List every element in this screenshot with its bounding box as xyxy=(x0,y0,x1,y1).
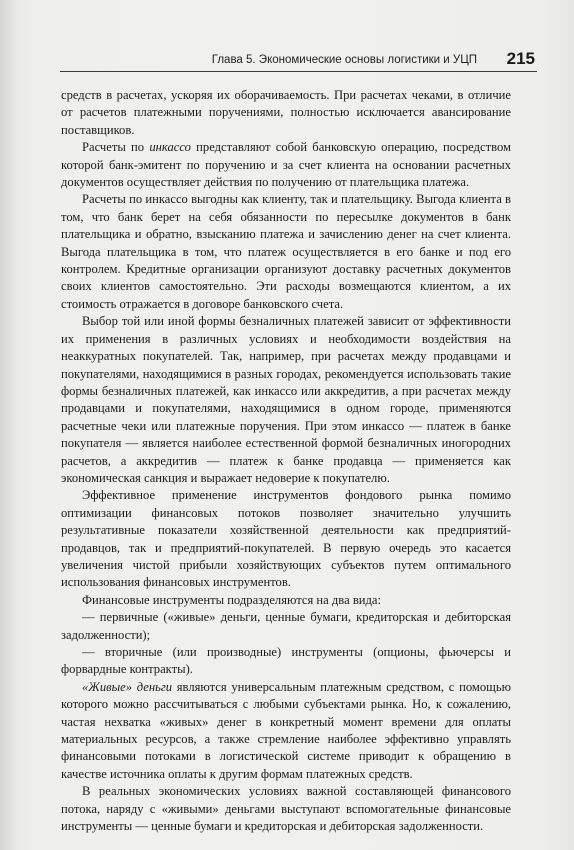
paragraph-8 xyxy=(61,783,511,835)
paragraph-1 xyxy=(61,87,511,139)
paragraph-text: — первичные («живые» деньги, ценные бумаги, кредиторская и дебиторская задолженности); xyxy=(61,610,511,642)
chapter-title: Глава 5. Экономические основы логистики и УЦП xyxy=(211,54,477,66)
paragraph-text: Эффективное применение инструментов фондового рынка помимо оптимизации финансовых потоков позволяет значительно улучшить результативные показатели хозяйственной деятельности как предприятий-продавцов, так и предприятий-покупателей. В первую очередь это касается увеличения чистой прибыли хозяйствующих субъектов путем оптимального использования финансовых инструментов. xyxy=(61,488,511,590)
list-item-primary xyxy=(61,609,511,644)
paragraph-text: являются универсальным платежным средством, с помощью которого можно рассчитываться с любыми субъектами рынка. Но, к сожалению, частая нехватка «живых» денег в конкретный момент времени для оплаты материальных ресурсов, а также стремление наиболее эффективно управлять финансовыми потоками в логистической системе приводит к обращению в качестве источника оплаты к другим формам платежных средств. xyxy=(61,679,511,781)
paragraph-text: В реальных экономических условиях важной составляющей финансового потока, наряду с «живыми» деньгами выступают вспомогательные финансовые инструменты — ценные бумаги и кредиторская и дебиторская задолженности. xyxy=(61,784,511,834)
paragraph-5 xyxy=(61,487,511,591)
body-text xyxy=(61,87,511,835)
paragraph-6 xyxy=(61,592,511,609)
paragraph-7 xyxy=(61,679,511,783)
list-item-derivative xyxy=(61,644,511,679)
paragraph-2 xyxy=(61,139,511,191)
paragraph-text: Финансовые инструменты подразделяются на два вида: xyxy=(82,592,381,607)
paragraph-lead: Расчеты по xyxy=(82,140,150,155)
page-number: 215 xyxy=(506,49,535,68)
running-header xyxy=(60,47,537,72)
page-fold-shadow xyxy=(0,0,18,850)
paragraph-text: — вторичные (или производные) инструменты (опционы, фьючерсы и форвардные контракты). xyxy=(61,645,511,677)
paragraph-text: представляют собой банковскую операцию, посредством которой банк-эмитент по поручению и за счет клиента на основании расчетных документов осуществляет действия по получению от плательщика платежа. xyxy=(61,140,511,190)
paragraph-4 xyxy=(61,313,511,487)
paragraph-text: Выбор той или иной формы безналичных платежей зависит от эффективности их применения в различных условиях и необходимости воздействия на неаккуратных покупателей. Так, например, при расчетах между продавцами и покупателями, находящимися в разных городах, рекомендуется использовать такие формы безналичных платежей, как инкассо или аккредитив, а при расчетах между продавцами и покупателями, находящимися в одном городе, применяются расчетные чеки или платежные поручения. При этом инкассо — платеж в банке покупателя — является наиболее естественной формой безналичных иногородних расчетов, а аккредитив — платеж к банке продавца — применяется как экономическая санкция и выражает недоверие к покупателю. xyxy=(61,314,511,485)
paragraph-3 xyxy=(61,191,511,313)
term-emphasis: «Живые» деньги xyxy=(82,679,173,694)
paragraph-text: средств в расчетах, ускоряя их оборачиваемость. При расчетах чеками, в отличие от расчетов платежными поручениями, полностью исключается авансирование поставщиков. xyxy=(61,88,511,137)
paragraph-text: Расчеты по инкассо выгодны как клиенту, так и плательщику. Выгода клиента в том, что банк берет на себя обязанности по пересылке документов в банк плательщика и обратно, взысканию платежа и зачислению денег на счет клиента. Выгода плательщика в том, что платеж осуществляется в его банке и под его контролем. Кредитные организации организуют доставку расчетных документов своих клиентов самостоятельно. Эти расходы возмещаются клиентом, а их стоимость отражается в договоре банковского счета. xyxy=(61,192,511,311)
term-emphasis: инкассо xyxy=(149,140,191,155)
